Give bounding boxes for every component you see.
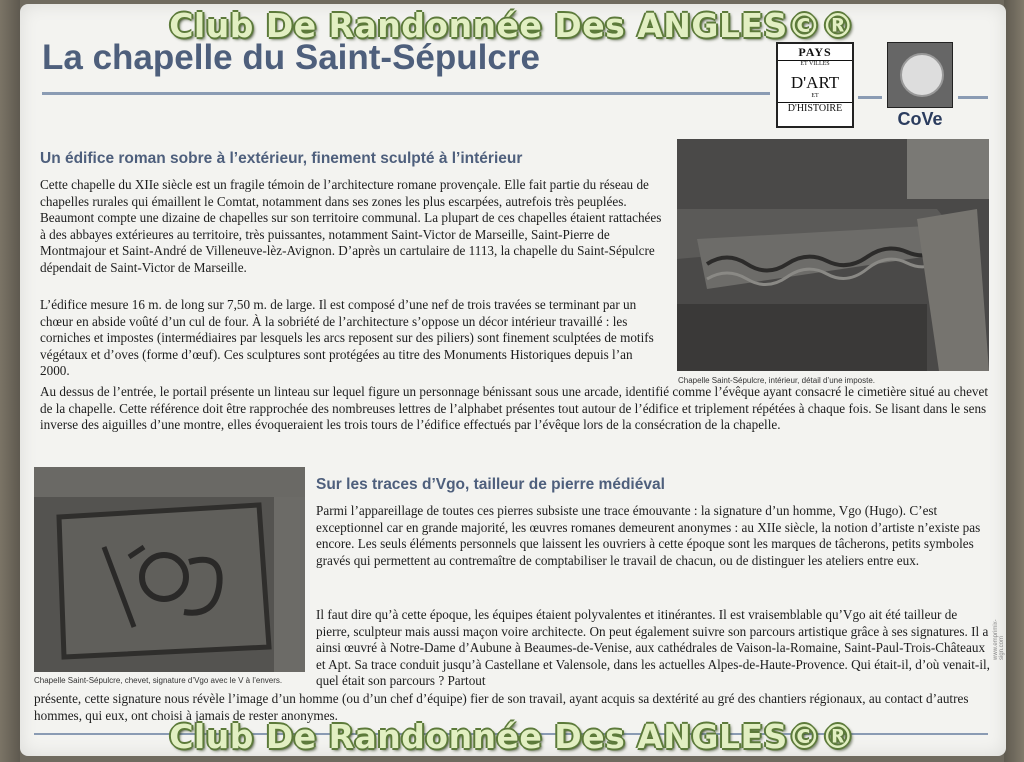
cove-logo	[887, 42, 953, 130]
stone-wall-left	[0, 0, 20, 762]
logo-histoire: D'HISTOIRE	[778, 102, 852, 114]
signature-photo-caption: Chapelle Saint-Sépulcre, chevet, signature d’Vgo avec le V à l’envers.	[34, 676, 283, 685]
imposte-carving-image	[677, 139, 989, 371]
logo-dart: D'ART	[790, 73, 840, 92]
logo-pays-word: PAYS	[778, 45, 852, 61]
section2-paragraph-1: Parmi l’appareillage de toutes ces pierres subsiste une trace émouvante : la signature d’un homme, Vgo (Hugo). C’est exceptionnel car en grande majorité, les œuvres romanes demeurent anonymes : au XIIe siècle, la notion d’artiste n’existe pas encore. Les seuls éléments personnels que laissent les ouvriers à cette époque sont les marques de tâcherons, petits symboles gravés qui permettent au contremaître de comptabiliser le travail de chacun, ou de distinguer les ateliers entre eux.	[316, 503, 981, 568]
section2-heading: Sur les traces d’Vgo, tailleur de pierre médiéval	[316, 476, 665, 493]
watermark-top: Club De Randonnée Des ANGLES©®	[169, 6, 855, 45]
imposte-photo	[677, 139, 989, 371]
stone-wall-right	[1004, 0, 1024, 762]
manufacturer-url: www.emprimix-sign.com	[993, 619, 1005, 660]
cove-logo-text: CoVe	[897, 109, 943, 129]
logo-rule-right	[958, 96, 988, 99]
section1-paragraph-3: Au dessus de l’entrée, le portail présente un linteau sur lequel figure un personnage bénissant sous une arcade, identifié comme l’évêque ayant consacré le cimetière situé au chevet de la chapelle. Cette référence doit être rapprochée des nombreuses lettres de l’alphabet présentes tout autour de l’édifice et triplement répétées à chaque fois. Se lisant dans le sens inverse des aiguilles d’une montre, elles évoqueraient les trois tours de l’édifice effectués par l’évêque lors de la consécration de la chapelle.	[40, 384, 989, 433]
title-rule	[42, 92, 770, 95]
section2-paragraph-2: Il faut dire qu’à cette époque, les équipes étaient polyvalentes et itinérantes. Il est vraisemblable qu’Vgo ait été tailleur de pierre, sculpteur mais aussi maçon voire architecte. On peut également suivre son parcours artistique grâce à ses signatures. Il a ainsi œuvré à Notre-Dame d’Aubune à Beaumes-de-Venise, aux cathédrales de Vaison-la-Romaine, Saint-Paul-Trois-Châteaux et Apt. Sa trace conduit jusqu’à Castellane et Valensole, dans les actuelles Alpes-de-Haute-Provence. Qui était-il, d’où venait-il, quel était son parcours ? Partout	[316, 607, 990, 689]
imposte-photo-caption: Chapelle Saint-Sépulcre, intérieur, détail d’une imposte.	[678, 376, 876, 385]
vgo-signature-image	[34, 467, 305, 672]
logo-rule	[858, 96, 882, 99]
watermark-bottom: Club De Randonnée Des ANGLES©®	[169, 717, 855, 756]
logo-et: ET	[811, 93, 819, 99]
section1-heading: Un édifice roman sobre à l’extérieur, finement sculpté à l’intérieur	[40, 150, 523, 167]
section1-paragraph-2: L’édifice mesure 16 m. de long sur 7,50 m. de large. Il est composé d’une nef de trois travées se terminant par un chœur en abside voûté d’un cul de four. À la sobriété de l’architecture s’oppose un décor intérieur travaillé : les corniches et impostes (intermédiaires par lesquels les arcs reposent sur des piliers) sont finement sculptées de motifs végétaux et d’oves (forme d’œuf). Ces sculptures sont protégées au titre des Monuments Historiques depuis l’an 2000.	[40, 297, 654, 379]
section2-paragraph-2-continued: présente, cette signature nous révèle l’image d’un homme (ou d’un chef d’équipe) fier de son travail, ayant acquis sa dextérité au gré des chantiers régionaux, au contact d’autres hommes, qui eux, ont choisi à jamais de rester anonymes.	[34, 691, 969, 723]
section1-paragraph-1: Cette chapelle du XIIe siècle est un fragile témoin de l’architecture romane provençale. Elle fait partie du réseau de chapelles rurales qui émaillent le Comtat, notamment dans ses zones les plus escarpées, autrefois très peuplées. Beaumont compte une dizaine de chapelles sur son territoire communal. La plupart de ces chapelles étaient rattachées à des abbayes extérieures au territoire, très puissantes, notamment Saint-Victor de Marseille, Saint-Pierre de Montmajour et Saint-André de Villeneuve-lèz-Avignon. D’après un cartulaire de 1113, la chapelle du Saint-Sépulcre dépendait de Saint-Victor de Marseille.	[40, 177, 662, 275]
page-title: La chapelle du Saint-Sépulcre	[42, 38, 540, 77]
pays-art-histoire-logo	[776, 42, 854, 128]
cove-emblem-icon	[887, 42, 953, 108]
signature-photo	[34, 467, 305, 672]
logo-pays-sub: ET VILLES	[800, 61, 830, 67]
